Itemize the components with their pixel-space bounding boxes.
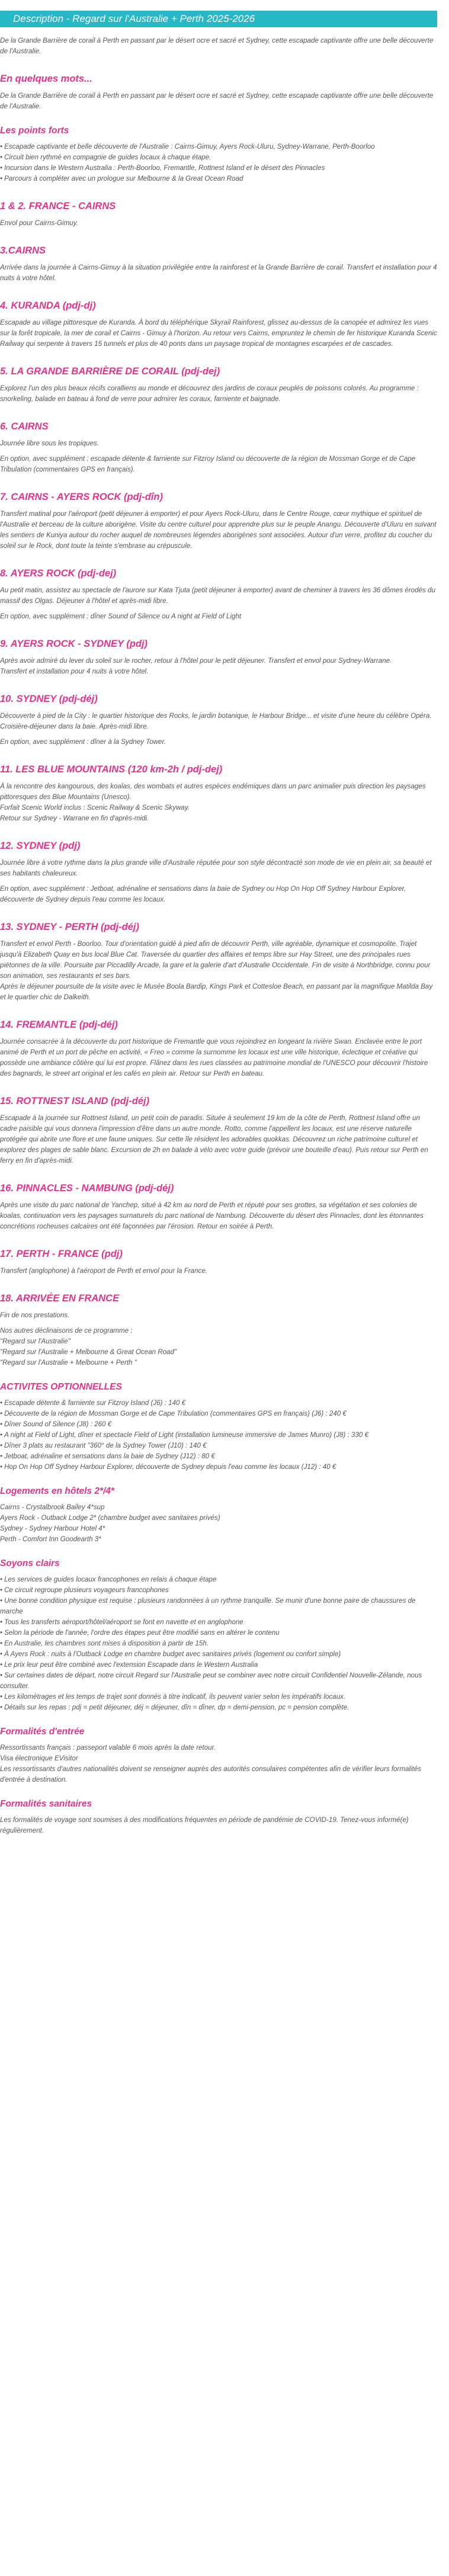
day-paragraph: En option, avec supplément : escapade détente & farniente sur Fitzroy Island ou découverte de la région de Mossman Gorge et de Cape Tribulation (commentaires GPS en français). [0, 455, 416, 473]
list-item: • Dîner 3 plats au restaurant "360° de la Sydney Tower (J10) : 140 € [0, 1441, 437, 1451]
list-item: • À Ayers Rock : nuits à l'Outback Lodge en chambre budget avec sanitaires privés (logement ou confort simple) [0, 1649, 437, 1660]
day-paragraph: Escapade à la journée sur Rottnest Island, un petit coin de paradis. Située à seulement 19 km de la côte de Perth, Rottnest Island offre un cadre paisible qui vous donnera l'impression d'être dans un autre monde. Rotto, comme l'appellent les locaux, est une réserve naturelle protégée qui abrite une flore et une faune uniques. Sur cette île résident les adorables quokkas. Découvrez un riche patrimoine culturel et explorez des plages de sable blanc. Excursion de 2h en balade à vélo avec votre guide (prévoir une bouteille d'eau). Puis retour sur Perth en ferry en fin d'après-midi. [0, 1114, 428, 1165]
day-paragraph: En option, avec supplément : Jetboat, adrénaline et sensations dans la baie de Sydney ou Hop On Hop Off Sydney Harbour Explorer, découverte de Sydney depuis l'eau comme les locaux. [0, 885, 406, 903]
day-title: 14. FREMANTLE (pdj-déj) [0, 1019, 118, 1030]
list-item: • Selon la période de l'année, l'ordre des étapes peut être modifié sans en altérer le contenu [0, 1628, 437, 1638]
itinerary-day [0, 1292, 437, 1368]
itinerary-day [0, 1182, 437, 1232]
itinerary-day [0, 1247, 437, 1276]
day-paragraph: Envol pour Cairns-Gimuy. [0, 219, 78, 227]
day-paragraph: En option, avec supplément : dîner Sound of Silence ou A night at Field of Light [0, 612, 242, 620]
day-paragraph: Journée libre à votre rythme dans la plus grande ville d'Australie réputée pour son style décontracté son mode de vie en plein air, sa beauté et ses habitants chaleureux. [0, 859, 432, 877]
day-title: 11. LES BLUE MOUNTAINS (120 km-2h / pdj-dej) [0, 764, 223, 775]
lodging-line: Sydney - Sydney Harbour Hotel 4* [0, 1525, 105, 1532]
list-item: • Découverte de la région de Mossman Gorge et de Cape Tribulation (commentaires GPS en français) (J6) : 240 € [0, 1409, 437, 1419]
day-paragraph: À la rencontre des kangourous, des koalas, des wombats et autres espèces endémiques dans un parc animalier puis direction les paysages pittoresques des Blue Mountains (Unesco). [0, 782, 426, 801]
day-paragraph: Escapade au village pittoresque de Kuranda. À bord du téléphérique Skyrail Rainforest, glissez au-dessus de la canopée et admirez les vues sur la forêt tropicale, la mer de corail et Cairns - Gimuy à l'horizon. Au retour vers Cairns, empruntez le chemin de fer historique Kuranda Scenic Railway qui serpente à travers 15 tunnels et plus de 40 ponts dans un paysage tropical de montagnes escarpées et de cascades. [0, 319, 437, 348]
list-item: • Parcours à compléter avec un prologue sur Melbourne & la Great Ocean Road [0, 174, 437, 184]
day-paragraph: Nos autres déclinaisons de ce programme : [0, 1327, 133, 1334]
itinerary-day [0, 1095, 437, 1166]
day-paragraph: Après une visite du parc national de Yanchep, situé à 42 km au nord de Perth et réputé pour ses grottes, sa végétation et ses colonies de koalas, continuation vers les paysages surnaturels du parc national de Nambung. Découverte du désert des Pinnacles, dont les étonnantes concrétions rocheuses calcaires ont été façonnées par l'érosion. Retour en soirée à Perth. [0, 1201, 424, 1230]
day-title: 18. ARRIVÉE EN FRANCE [0, 1293, 120, 1304]
day-paragraph: Fin de nos prestations. [0, 1311, 70, 1319]
list-item: • Les services de guides locaux francophones en relais à chaque étape [0, 1574, 437, 1585]
activities-list [0, 1398, 437, 1473]
list-item: • Le prix leur peut être combiné avec l'extension Escapade dans le Western Australia [0, 1660, 437, 1670]
itinerary-day [0, 420, 437, 475]
day-title: 1 & 2. FRANCE - CAIRNS [0, 201, 116, 211]
day-title: 16. PINNACLES - NAMBUNG (pdj-déj) [0, 1183, 174, 1194]
day-paragraph: Transfert matinal pour l'aéroport (petit déjeuner à emporter) et pour Ayers Rock-Uluru, dans le Centre Rouge, cœur mythique et spirituel de l'Australie et berceau de la culture aborigène. Visite du centre culturel pour apprendre plus sur le peuple Anangu. Découverte d'Uluru en suivant les sentiers de Kuniya autour du rocher auquel de nombreuses légendes aborigènes sont associées. Autour d'un verre, profitez du coucher du soleil sur le Rock, dont toute la teinte s'embrase au crépuscule. [0, 510, 437, 550]
itinerary-day [0, 692, 437, 748]
day-paragraph: Retour sur Sydney - Warrane en fin d'après-midi. [0, 814, 149, 822]
day-title: 15. ROTTNEST ISLAND (pdj-déj) [0, 1096, 150, 1106]
day-title: 8. AYERS ROCK (pdj-dej) [0, 568, 117, 579]
be-clear-list [0, 1574, 437, 1713]
day-paragraph: En option, avec supplément : dîner à la Sydney Tower. [0, 738, 166, 746]
page-title: Description - Regard sur l'Australie + Perth 2025-2026 [0, 11, 437, 27]
day-paragraph: Transfert (anglophone) à l'aéroport de Perth et envol pour la France. [0, 1267, 208, 1275]
section-title-activities: ACTIVITES OPTIONNELLES [0, 1382, 122, 1392]
itinerary-day [0, 1018, 437, 1079]
day-paragraph: Forfait Scenic World inclus : Scenic Railway & Scenic Skyway. [0, 804, 190, 811]
itinerary-days [0, 200, 437, 1368]
day-paragraph: Journée consacrée à la découverte du port historique de Fremantle que vous rejoindrez en longeant la rivière Swan. Enclavée entre le port animé de Perth et un port de pêche en activité, « Freo » comme la surnomme les locaux est une ville historique, éclectique et créative qui possède une ambiance côtière qui lui est propre. Flânez dans les rues classées au patrimoine mondial de l'UNESCO pour découvrir l'histoire des bagnards, le street art original et les cafés en plein air. Retour sur Perth en bateau. [0, 1038, 428, 1077]
list-item: • En Australie, les chambres sont mises à disposition à partir de 15h. [0, 1638, 437, 1649]
list-item: • Sur certaines dates de départ, notre circuit Regard sur l'Australie peut se combiner avec notre circuit Confidentiel Nouvelle-Zélande, nous consulter. [0, 1670, 437, 1692]
day-title: 17. PERTH - FRANCE (pdj) [0, 1249, 123, 1259]
day-paragraph: "Regard sur l'Australie + Melbourne & Great Ocean Road" [0, 1348, 177, 1356]
itinerary-day [0, 839, 437, 905]
day-paragraph: Explorez l'un des plus beaux récifs coralliens au monde et découvrez des jardins de coraux peuplés de poissons colorés. Au programme : snorkeling, balade en bateau à fond de verre pour admirer les coraux, farniente et baignade. [0, 384, 419, 403]
list-item: • Incursion dans le Western Australia : Perth-Boorloo, Fremantle, Rottnest Island et le désert des Pinnacles [0, 163, 437, 174]
list-item: • A night at Field of Light, dîner et spectacle Field of Light (installation lumineuse immersive de James Munro) (J8) : 330 € [0, 1430, 437, 1441]
day-paragraph: Découverte à pied de la City : le quartier historique des Rocks, le jardin botanique, le Harbour Bridge... et visite d'une heure du célèbre Opéra. Croisière-déjeuner dans la baie. Après-midi libre. [0, 712, 432, 730]
day-paragraph: Transfert et envol Perth - Boorloo. Tour d'orientation guidé à pied afin de découvrir Perth, ville agréable, dynamique et cosmopolite. Trajet jusqu'à Elizabeth Quay en bus local Blue Cat. Traversée du quartier des affaires et temps libre sur Hay Street, une des principales rues piétonnes de la ville. Poursuite par Piccadilly Arcade, la gare et la galerie d'art d'Australie Occidentale. Fin de visite à Northbridge, connu pour son animation, ses restaurants et ses bars. [0, 940, 431, 980]
lodging-line: Ayers Rock - Outback Lodge 2* (chambre budget avec sanitaires privés) [0, 1514, 220, 1522]
day-title: 6. CAIRNS [0, 421, 49, 432]
entry-formalities-line: Les ressortissants d'autres nationalités doivent se renseigner auprès des autorités consulaires compétentes afin de vérifier leurs formalités d'entrée à destination. [0, 1765, 422, 1783]
itinerary-day [0, 244, 437, 284]
itinerary-day [0, 200, 437, 229]
day-paragraph: Après le déjeuner poursuite de la visite avec le Musée Boola Bardip, Kings Park et Cottesloe Beach, en passant par la magnifique Matilda Bay et le quartier chic de Dalkeith. [0, 983, 433, 1001]
entry-formalities-line: Ressortissants français : passeport valable 6 mois après la date retour. [0, 1744, 216, 1751]
day-title: 5. LA GRANDE BARRIÈRE DE CORAIL (pdj-dej) [0, 366, 220, 377]
day-paragraph: "Regard sur l'Australie + Melbourne + Perth " [0, 1359, 137, 1366]
list-item: • Jetboat, adrénaline et sensations dans la baie de Sydney (J12) : 80 € [0, 1451, 437, 1462]
list-item: • Ce circuit regroupe plusieurs voyageurs francophones [0, 1585, 437, 1596]
itinerary-day [0, 763, 437, 824]
itinerary-day [0, 299, 437, 349]
section-title-health-formalities: Formalités sanitaires [0, 1799, 92, 1809]
itinerary-day [0, 365, 437, 405]
spacer [0, 732, 437, 737]
list-item: • Tous les transferts aéroport/hôtel/aéroport se font en navette et en anglophone [0, 1617, 437, 1628]
section-title-lodging: Logements en hôtels 2*/4* [0, 1486, 114, 1496]
entry-formalities-line: Visa électronique EVisitor [0, 1754, 78, 1762]
day-title: 7. CAIRNS - AYERS ROCK (pdj-dîn) [0, 492, 163, 502]
itinerary-day [0, 490, 437, 551]
list-item: • Les kilométrages et les temps de trajet sont donnés à titre indicatif, ils peuvent varier selon les impératifs locaux. [0, 1692, 437, 1702]
lodging-line: Perth - Comfort Inn Goodearth 3* [0, 1535, 101, 1543]
section-title-entry-formalities: Formalités d'entrée [0, 1727, 85, 1737]
list-item: • Une bonne condition physique est requise : plusieurs randonnées à un rythme tranquille. Se munir d'une bonne paire de chaussures de marche [0, 1596, 437, 1617]
day-paragraph: Arrivée dans la journée à Cairns-Gimuy à la situation privilégiée entre la rainforest et la Grande Barrière de corail. Transfert et installation pour 4 nuits à votre hôtel. [0, 264, 437, 282]
day-title: 13. SYDNEY - PERTH (pdj-déj) [0, 922, 140, 932]
spacer [0, 879, 437, 884]
section-title-overview: En quelques mots... [0, 73, 92, 84]
highlights-list [0, 142, 437, 184]
health-formalities-line: Les formalités de voyage sont soumises à des modifications fréquentes en période de pandémie de COVID-19. Tenez-vous informé(e) régulièrement. [0, 1816, 409, 1834]
content [0, 36, 449, 1836]
spacer [0, 449, 437, 454]
section-title-highlights: Les points forts [0, 126, 69, 136]
itinerary-day [0, 637, 437, 677]
list-item: • Escapade détente & farniente sur Fitzroy Island (J6) : 140 € [0, 1398, 437, 1409]
list-item: • Circuit bien rythmé en compagnie de guides locaux à chaque étape. [0, 152, 437, 163]
spacer [0, 1321, 437, 1326]
itinerary-day [0, 920, 437, 1003]
day-paragraph: Transfert et installation pour 4 nuits à votre hôtel. [0, 668, 149, 675]
spacer [0, 607, 437, 611]
overview-text: De la Grande Barrière de corail à Perth en passant par le désert ocre et sacré et Sydney, cette escapade captivante offre une belle découverte de l'Australie. [0, 92, 434, 110]
day-paragraph: Journée libre sous les tropiques. [0, 440, 99, 447]
day-paragraph: Au petit matin, assistez au spectacle de l'aurore sur Kata Tjuta (petit déjeuner à emporter) avant de cheminer à travers les 36 dômes érodés du massif des Olgas. Déjeuner à l'hôtel et après-midi libre. [0, 586, 435, 605]
day-title: 12. SYDNEY (pdj) [0, 841, 81, 851]
day-title: 10. SYDNEY (pdj-déj) [0, 694, 98, 704]
intro-text: De la Grande Barrière de corail à Perth en passant par le désert ocre et sacré et Sydney, cette escapade captivante offre une belle découverte de l'Australie. [0, 37, 434, 55]
day-paragraph: "Regard sur l'Australie" [0, 1337, 70, 1345]
day-title: 4. KURANDA (pdj-dj) [0, 300, 96, 311]
section-title-be-clear: Soyons clairs [0, 1558, 60, 1568]
day-title: 3.CAIRNS [0, 245, 46, 256]
list-item: • Détails sur les repas : pdj = petit déjeuner, déj = déjeuner, dîn = dîner, dp = demi-pension, pc = pension complète. [0, 1702, 437, 1713]
itinerary-day [0, 567, 437, 622]
list-item: • Escapade captivante et belle découverte de l'Australie : Cairns-Gimuy, Ayers Rock-Uluru, Sydney-Warrane, Perth-Boorloo [0, 142, 437, 152]
lodging-line: Cairns - Crystalbrook Bailey 4*sup [0, 1503, 105, 1511]
day-paragraph: Après avoir admiré du lever du soleil sur le rocher, retour à l'hôtel pour le petit déjeuner. Transfert et envol pour Sydney-Warrane. [0, 657, 392, 665]
list-item: • Hop On Hop Off Sydney Harbour Explorer, découverte de Sydney depuis l'eau comme les locaux (J12) : 40 € [0, 1462, 437, 1473]
list-item: • Dîner Sound of Silence (J8) : 260 € [0, 1419, 437, 1430]
day-title: 9. AYERS ROCK - SYDNEY (pdj) [0, 639, 148, 649]
